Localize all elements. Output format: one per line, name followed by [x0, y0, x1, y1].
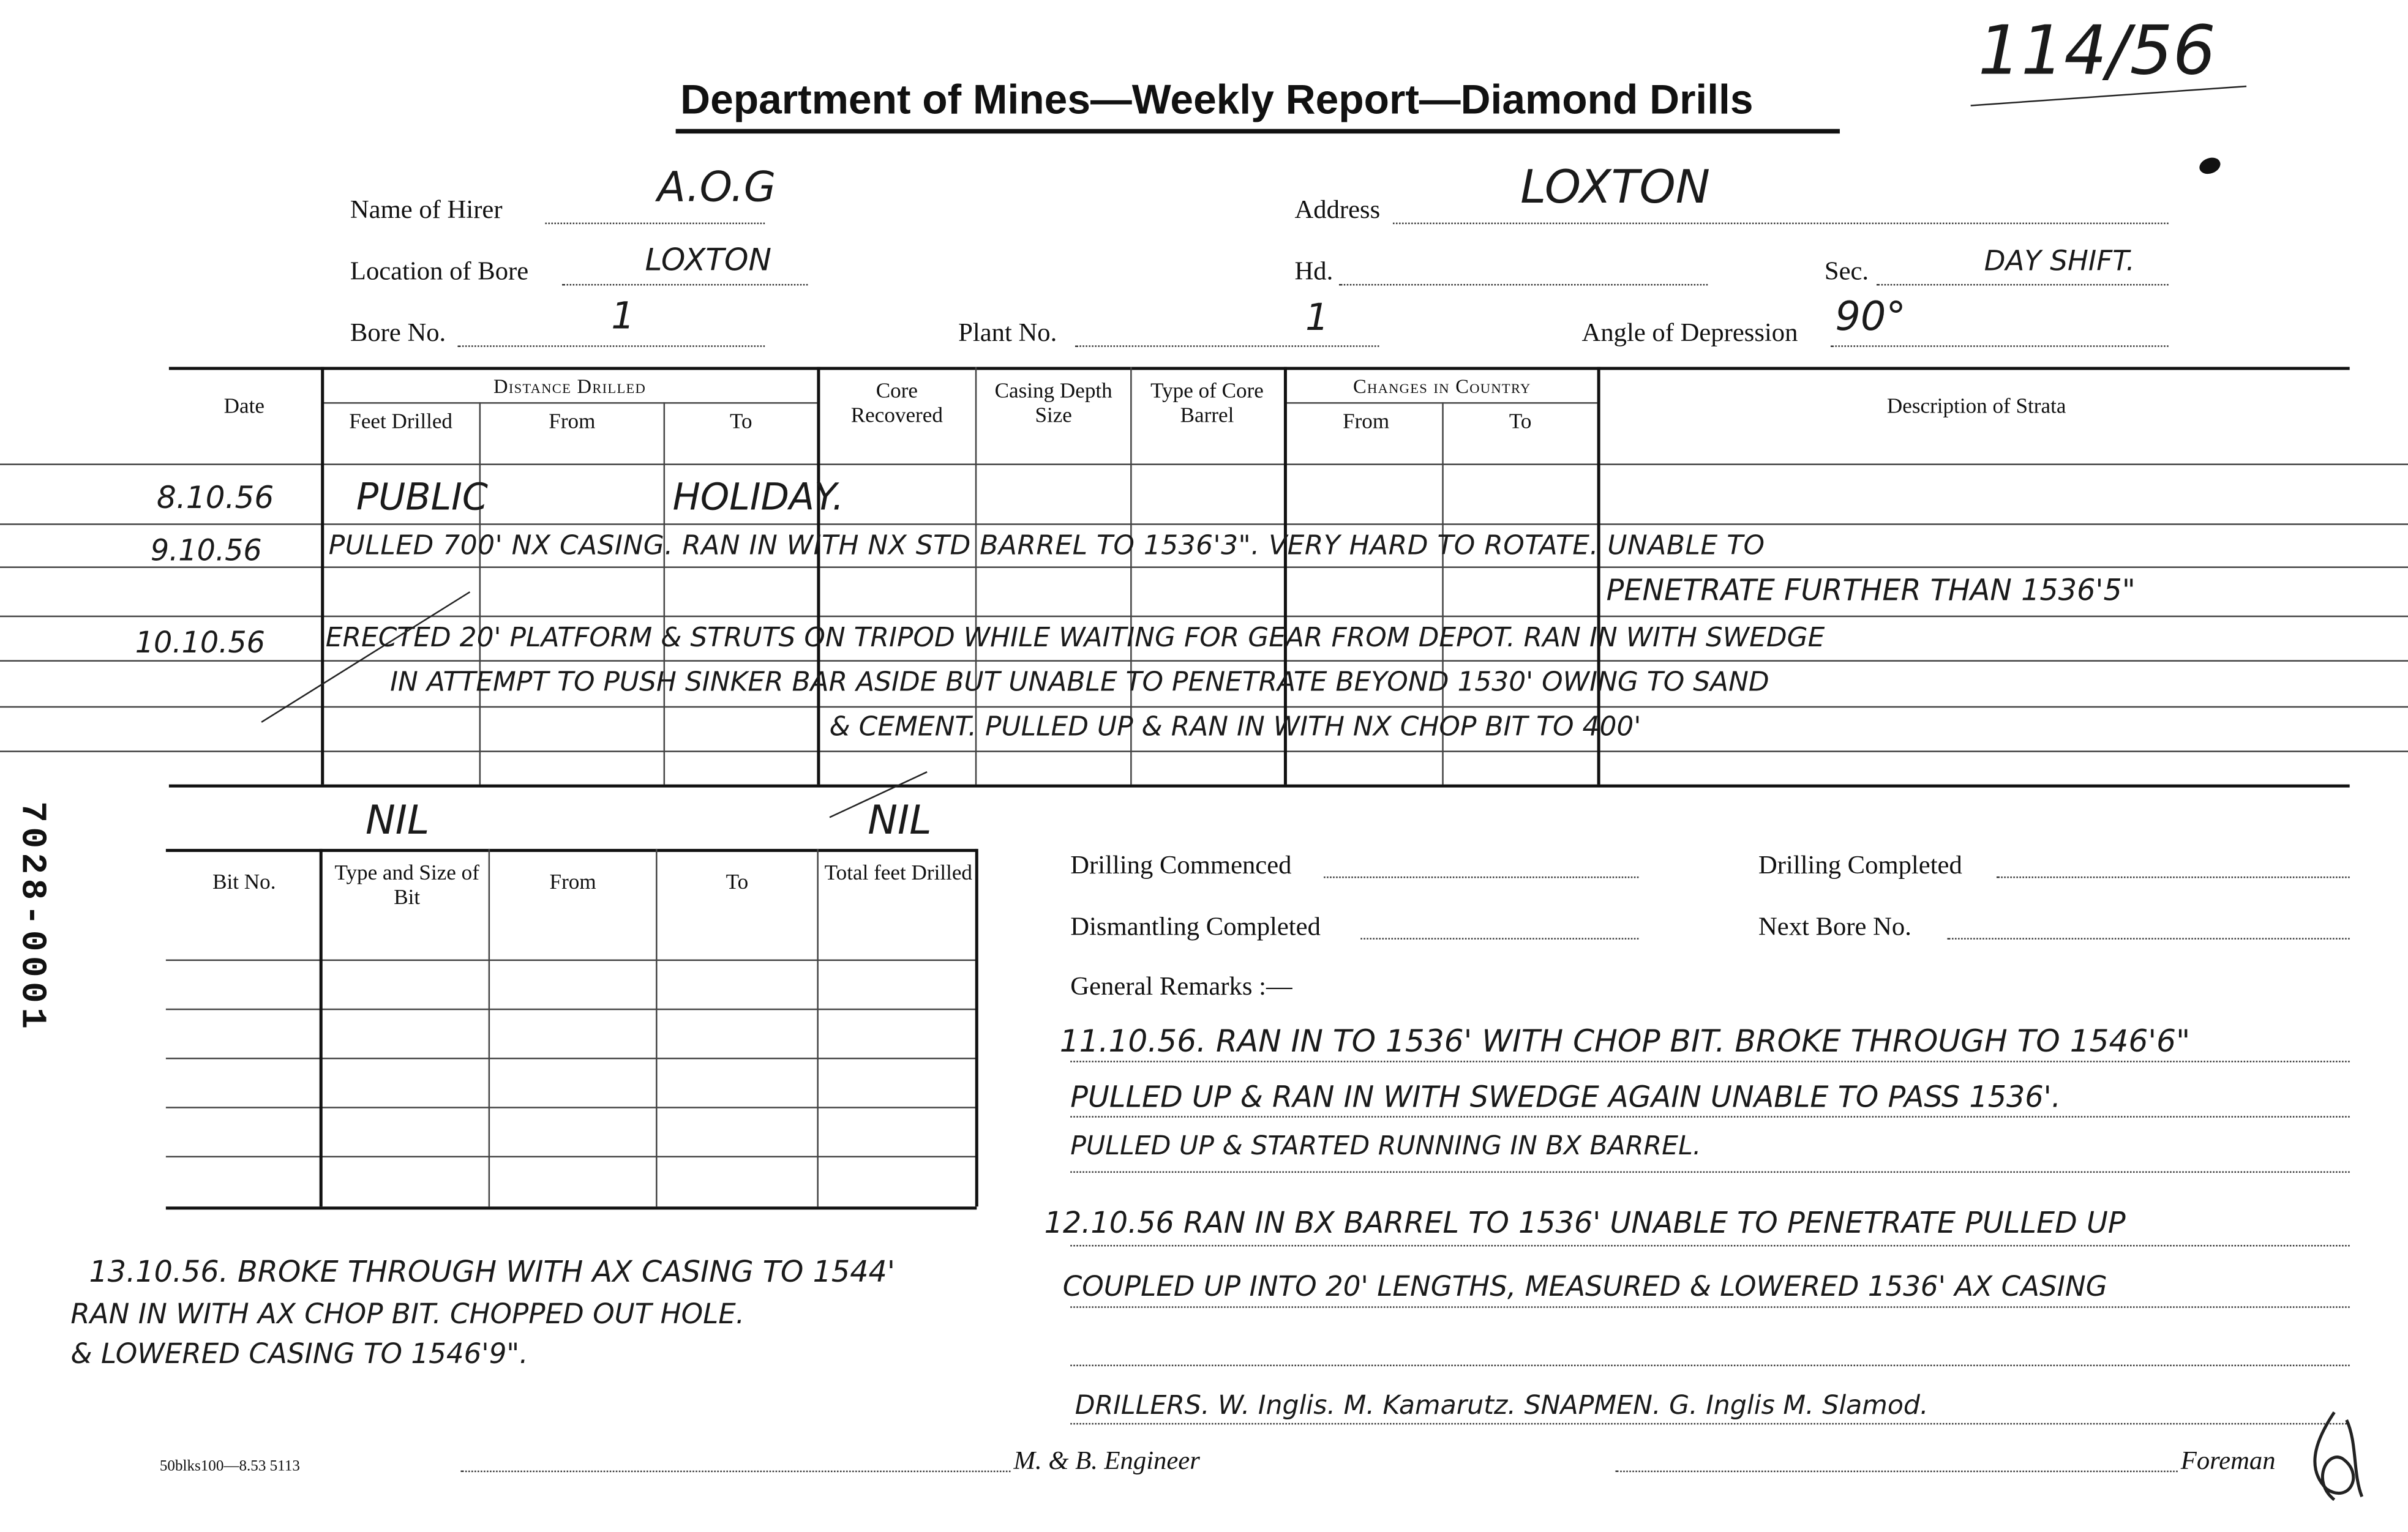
remarks-line: [1070, 1306, 2349, 1308]
bore-no-dots: [457, 345, 765, 347]
ink-mark: [2197, 155, 2223, 177]
nil-mark: NIL: [365, 798, 430, 845]
page-title: Department of Mines—Weekly Report—Diamond Drills: [680, 77, 1753, 123]
row-text: PULLED 700' NX CASING. RAN IN WITH NX STD BARREL TO 1536'3". VERY HARD TO ROTATE. UNABLE TO: [328, 531, 1765, 562]
row-rule: [0, 566, 2408, 568]
remarks-line: [1070, 1365, 2349, 1367]
row-text: PUBLIC: [356, 476, 488, 519]
row-rule: [0, 616, 2408, 618]
plant-no-dots: [1075, 345, 1379, 347]
drilling-commenced-label: Drilling Commenced: [1070, 850, 1292, 880]
hd-dots: [1339, 284, 1708, 286]
remark-line: 11.10.56. RAN IN TO 1536' WITH CHOP BIT. BROKE THROUGH TO 1546'6": [1059, 1022, 2191, 1059]
remarks-line: [1070, 1116, 2349, 1118]
general-remarks-label: General Remarks :—: [1070, 971, 1292, 1001]
remark-line: PULLED UP & RAN IN WITH SWEDGE AGAIN UNABLE TO PASS 1536'.: [1070, 1080, 2061, 1115]
bit-col-divider: [489, 849, 490, 1206]
row-text: ERECTED 20' PLATFORM & STRUTS ON TRIPOD WHILE WAITING FOR GEAR FROM DEPOT. RAN IN WITH SWEDGE: [325, 623, 1825, 654]
bit-row-rule: [166, 1009, 977, 1011]
bit-row-rule: [166, 1058, 977, 1059]
core-barrel-header: Type of Core Barrel: [1150, 380, 1264, 428]
angle-dots: [1831, 345, 2169, 347]
dismantling-dots: [1360, 938, 1638, 940]
remark-line: COUPLED UP INTO 20' LENGTHS, MEASURED & LOWERED 1536' AX CASING: [1062, 1271, 2107, 1304]
file-reference: 114/56: [1978, 12, 2216, 91]
row-text: HOLIDAY.: [672, 476, 844, 519]
left-remark-line: 13.10.56. BROKE THROUGH WITH AX CASING TO 1544': [89, 1255, 895, 1290]
address-label: Address: [1294, 195, 1381, 225]
bit-row-rule: [166, 959, 977, 961]
row-rule: [0, 523, 2408, 525]
bit-col-divider: [817, 849, 819, 1206]
row-text: IN ATTEMPT TO PUSH SINKER BAR ASIDE BUT UNABLE TO PENETRATE BEYOND 1530' OWING TO SAND: [390, 667, 1769, 699]
bit-from-header: From: [549, 872, 596, 895]
date-header: Date: [223, 396, 264, 419]
hirer-label: Name of Hirer: [350, 195, 503, 225]
location-label: Location of Bore: [350, 256, 529, 286]
feet-drilled-header: Feet Drilled: [349, 411, 453, 435]
address-value: LOXTON: [1520, 161, 1711, 215]
sec-dots: [1877, 284, 2169, 286]
remarks-line: [1070, 1061, 2349, 1063]
engineer-dots: [460, 1471, 1010, 1473]
bit-row-rule: [166, 1107, 977, 1108]
hd-label: Hd.: [1294, 256, 1333, 286]
bit-col-divider: [320, 849, 323, 1206]
remarks-line: [1070, 1171, 2349, 1173]
location-dots: [562, 284, 808, 286]
foreman-signature: [2288, 1405, 2380, 1512]
remark-line: PULLED UP & STARTED RUNNING IN BX BARREL.: [1070, 1131, 1701, 1162]
drilling-completed-label: Drilling Completed: [1758, 850, 1962, 880]
bit-table-top-rule: [166, 849, 977, 852]
bit-no-header: Bit No.: [212, 872, 276, 895]
print-code: 50blks100—8.53 5113: [159, 1458, 300, 1476]
bit-row-rule: [166, 1156, 977, 1158]
bore-no-value: 1: [611, 294, 635, 338]
drilling-commenced-dots: [1324, 876, 1638, 878]
bit-total-header: Total feet Drilled: [824, 862, 972, 886]
next-bore-label: Next Bore No.: [1758, 911, 1911, 941]
plant-no-label: Plant No.: [958, 318, 1057, 347]
remarks-line: [1070, 1423, 2349, 1425]
bit-col-divider: [975, 849, 978, 1206]
angle-label: Angle of Depression: [1581, 318, 1798, 347]
nil-stroke: [261, 591, 470, 723]
casing-header: Casing Depth Size: [994, 380, 1112, 428]
changes-to-header: To: [1509, 411, 1532, 435]
bit-col-divider: [656, 849, 658, 1206]
address-dots: [1393, 223, 2169, 225]
col-divider: [664, 402, 666, 784]
plant-no-value: 1: [1305, 296, 1329, 340]
row-rule: [0, 750, 2408, 752]
col-divider: [817, 367, 820, 784]
next-bore-dots: [1948, 938, 2350, 940]
angle-value: 90°: [1835, 294, 1907, 341]
bore-no-label: Bore No.: [350, 318, 446, 347]
location-value: LOXTON: [645, 241, 772, 278]
changes-header: Changes in Country: [1353, 374, 1531, 398]
engineer-label: M. & B. Engineer: [1013, 1446, 1200, 1476]
remark-line: DRILLERS. W. Inglis. M. Kamarutz. SNAPMEN. G. Inglis M. Slamod.: [1075, 1391, 1929, 1422]
row-date: 10.10.56: [135, 626, 265, 660]
header-bottom-rule: [0, 463, 2408, 465]
bit-to-header: To: [726, 872, 749, 895]
table-bottom-rule: [169, 785, 2350, 788]
bit-type-header: Type and Size of Bit: [334, 862, 479, 911]
core-recovered-header: Core Recovered: [850, 380, 943, 428]
from-header: From: [549, 411, 596, 435]
hirer-dots: [545, 223, 765, 225]
hirer-value: A.O.G: [657, 164, 776, 212]
drilling-completed-dots: [1997, 876, 2350, 878]
distance-subheader-rule: [323, 402, 817, 404]
changes-from-header: From: [1343, 411, 1390, 435]
distance-drilled-header: Distance Drilled: [493, 374, 647, 398]
sec-value: DAY SHIFT.: [1984, 245, 2135, 278]
row-text: & CEMENT. PULLED UP & RAN IN WITH NX CHOP BIT TO 400': [829, 712, 1641, 743]
row-rule: [0, 706, 2408, 708]
dismantling-label: Dismantling Completed: [1070, 911, 1321, 941]
row-text: PENETRATE FURTHER THAN 1536'5": [1606, 574, 2136, 608]
bit-table-bottom-rule: [166, 1206, 977, 1209]
remark-line: 12.10.56 RAN IN BX BARREL TO 1536' UNABLE TO PENETRATE PULLED UP: [1044, 1206, 2126, 1241]
table-top-rule: [169, 367, 2350, 370]
col-divider: [479, 402, 481, 784]
row-date: 9.10.56: [150, 534, 262, 568]
remarks-line: [1070, 1245, 2349, 1247]
left-remark-line: RAN IN WITH AX CHOP BIT. CHOPPED OUT HOLE.: [70, 1298, 745, 1331]
to-header: To: [729, 411, 752, 435]
row-date: 8.10.56: [156, 479, 274, 516]
foreman-label: Foreman: [2180, 1446, 2276, 1476]
nil-mark: NIL: [868, 798, 932, 845]
left-remark-line: & LOWERED CASING TO 1546'9".: [70, 1338, 528, 1371]
side-stamp: 7028-0001: [12, 801, 53, 1034]
sec-label: Sec.: [1824, 256, 1869, 286]
strata-header: Description of Strata: [1886, 396, 2066, 419]
title-underline: [676, 129, 1840, 134]
foreman-dots: [1616, 1471, 2178, 1473]
